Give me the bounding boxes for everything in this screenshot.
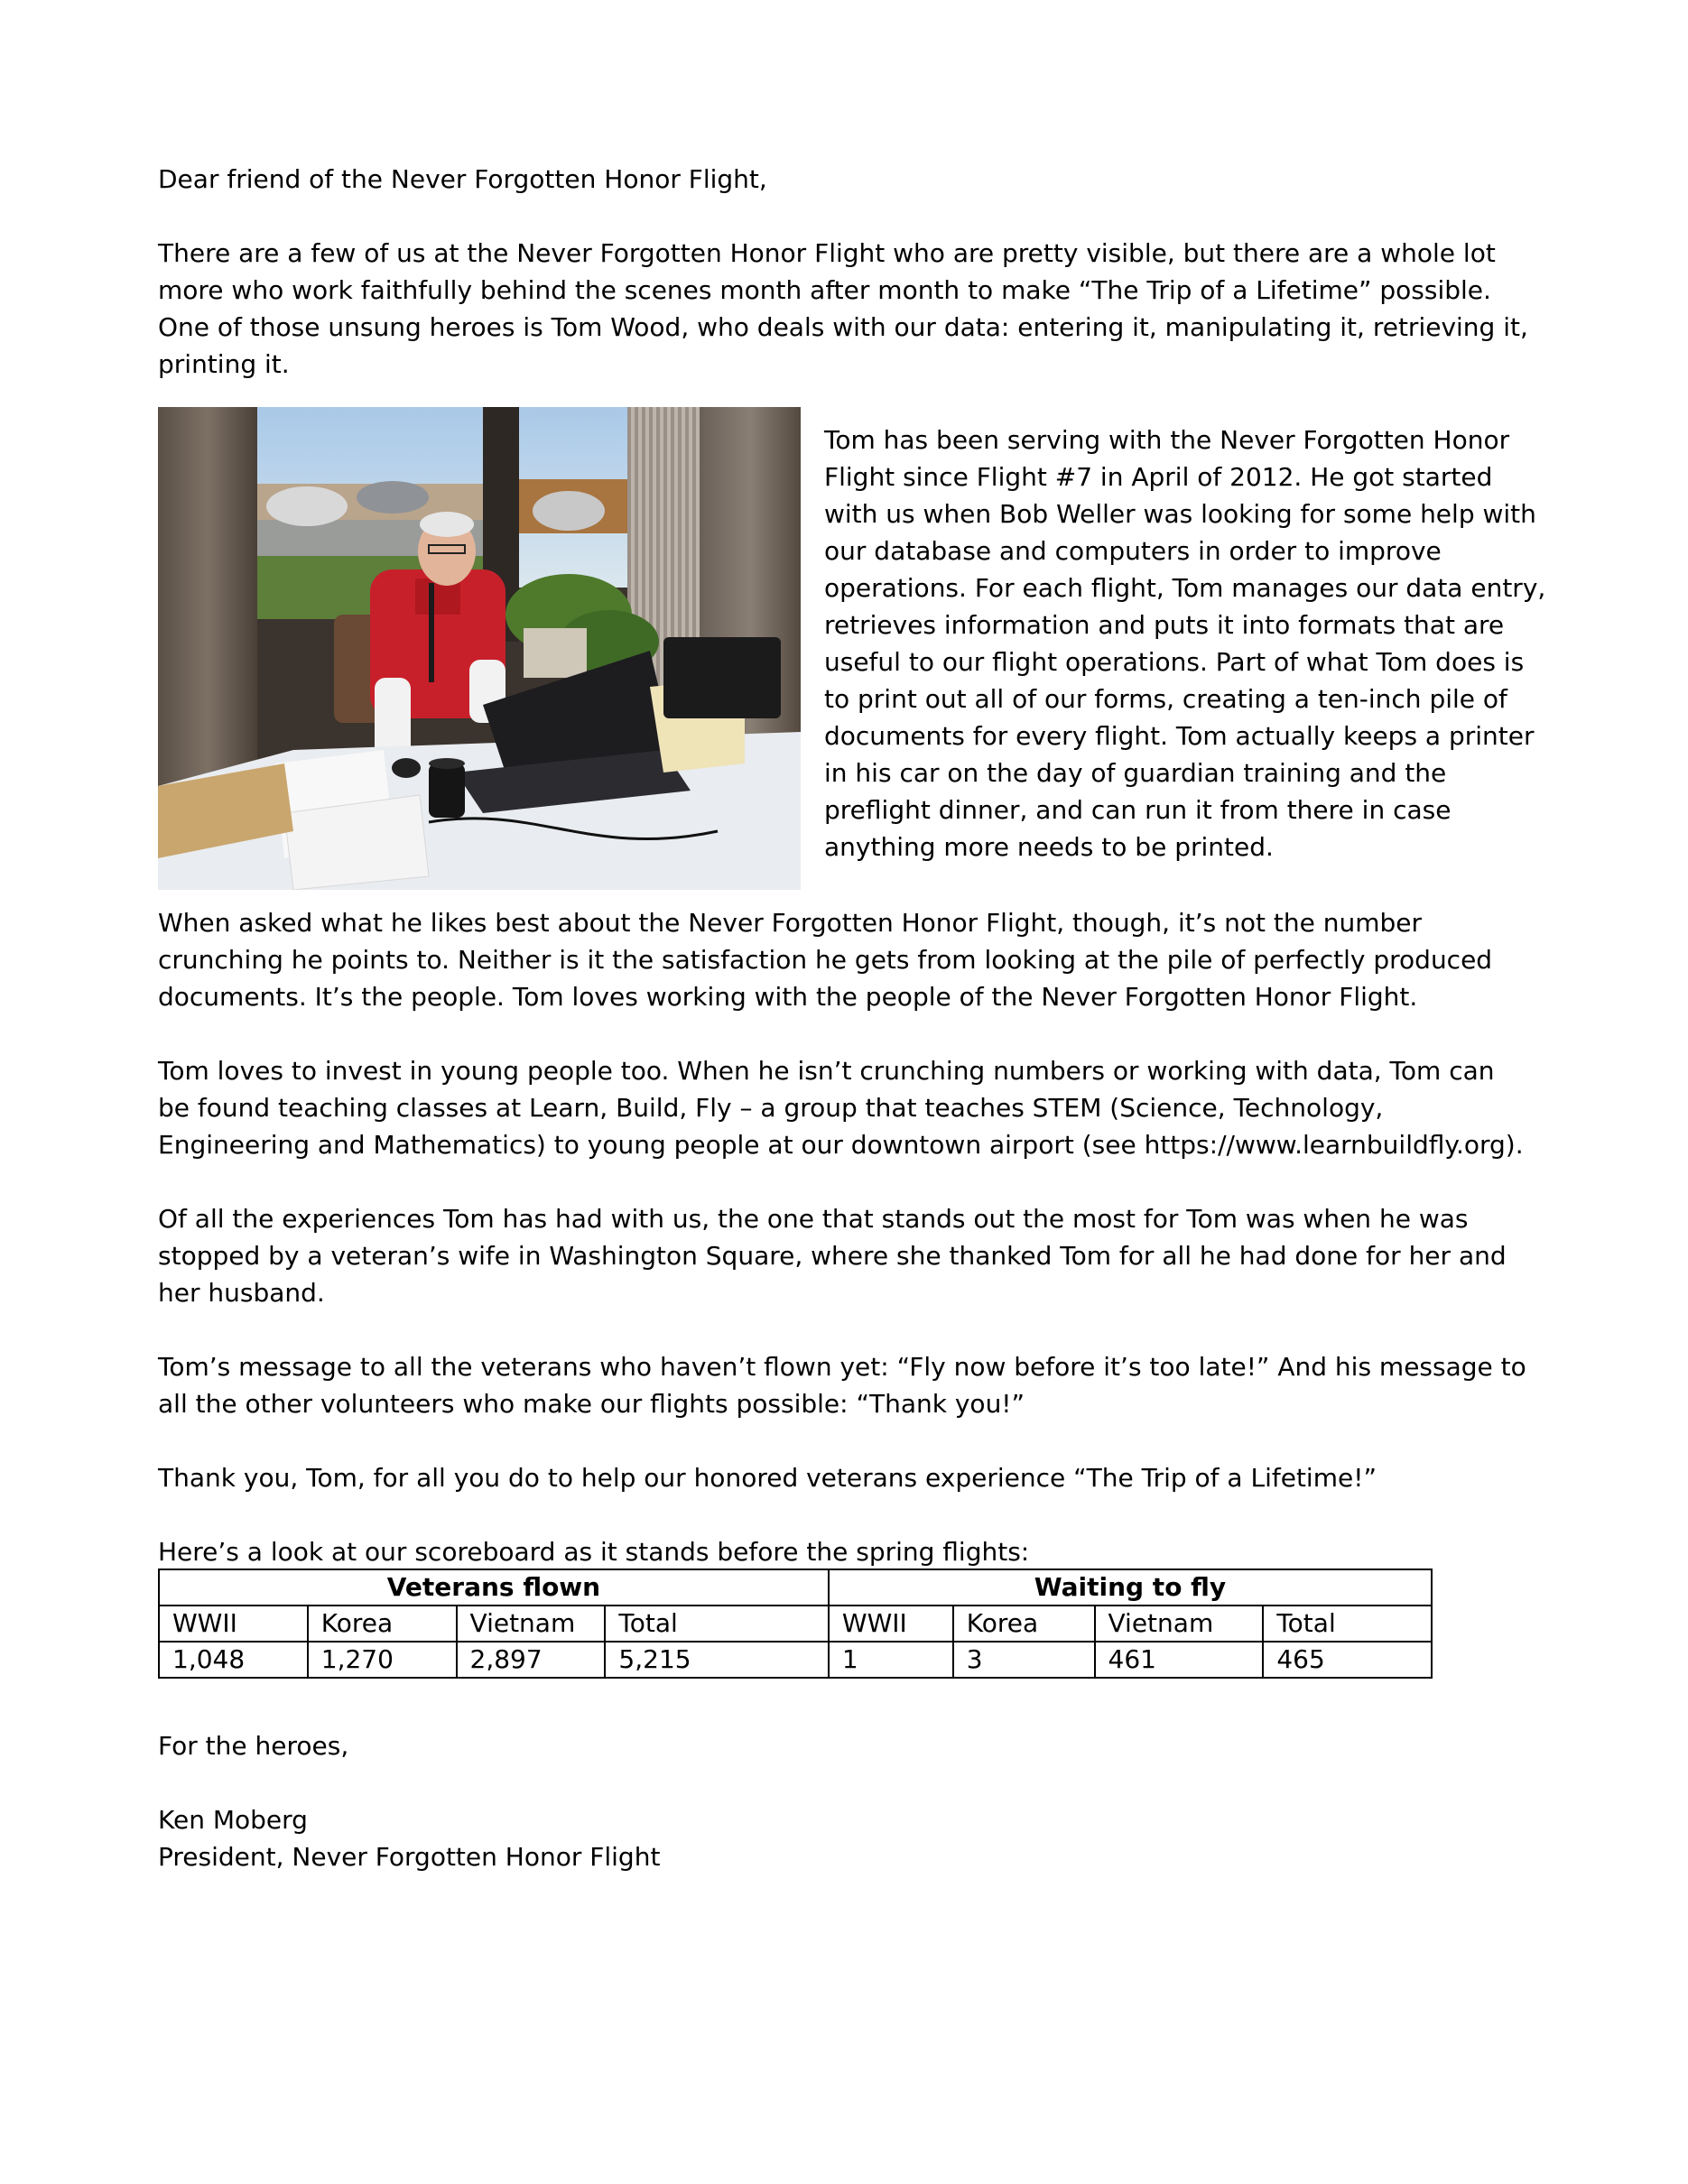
group-veterans-flown: Veterans flown	[159, 1569, 829, 1606]
intro-paragraph: There are a few of us at the Never Forgotten Honor Flight who are pretty visible, but there are a whole lot more who work faithfully behind the scenes month after month to make “The Trip of a Lifetime” possible. One of those unsung heroes is Tom Wood, who deals with our data: entering it, manipulating it, retrieving it, printing it.	[158, 238, 1528, 379]
column-header: Total	[605, 1606, 828, 1642]
column-header: Korea	[953, 1606, 1095, 1642]
tom-wood-photo	[158, 407, 801, 890]
scoreboard-value-row	[159, 1642, 1432, 1678]
table-cell: 465	[1263, 1642, 1432, 1678]
young-people-paragraph: Tom loves to invest in young people too. When he isn’t crunching numbers or working with data, Tom can be found teaching classes at Learn, Build, Fly – a group that teaches STEM (Science, Technology, Engineering and Mathematics) to young people at our downtown airport (see https://www.learnbuildfly.org).	[158, 1056, 1524, 1160]
photo-side-paragraph: Tom has been serving with the Never Forgotten Honor Flight since Flight #7 in April of 2012. He got started with us when Bob Weller was looking for some help with our database and computers in order to improve operations. For each flight, Tom manages our data entry, retrieves information and puts it into formats that are useful to our flight operations. Part of what Tom does is to print out all of our forms, creating a ten-inch pile of documents for every flight. Tom actually keeps a printer in his car on the day of guardian training and the preflight dinner, and can run it from there in case anything more needs to be printed.	[824, 425, 1546, 862]
column-header: Vietnam	[1095, 1606, 1264, 1642]
column-header: Vietnam	[457, 1606, 606, 1642]
table-cell: 461	[1095, 1642, 1264, 1678]
signature-title: President, Never Forgotten Honor Flight	[158, 1842, 661, 1872]
thanks-paragraph: Thank you, Tom, for all you do to help our honored veterans experience “The Trip of a Lifetime!”	[158, 1463, 1377, 1493]
group-waiting-to-fly: Waiting to fly	[829, 1569, 1432, 1606]
table-cell: 1,270	[308, 1642, 457, 1678]
table-cell: 1,048	[159, 1642, 308, 1678]
salutation: Dear friend of the Never Forgotten Honor Flight,	[158, 164, 767, 194]
table-cell: 5,215	[605, 1642, 828, 1678]
scoreboard-header-row	[159, 1606, 1432, 1642]
people-paragraph: When asked what he likes best about the Never Forgotten Honor Flight, though, it’s not the number crunching he points to. Neither is it the satisfaction he gets from looking at the pile of perfectly produced documents. It’s the people. Tom loves working with the people of the Never Forgotten Honor Flight.	[158, 908, 1493, 1012]
column-header: WWII	[829, 1606, 953, 1642]
scoreboard-table	[158, 1569, 1433, 1679]
column-header: Korea	[308, 1606, 457, 1642]
column-header: WWII	[159, 1606, 308, 1642]
message-paragraph: Tom’s message to all the veterans who haven’t flown yet: “Fly now before it’s too late!” And his message to all the other volunteers who make our flights possible: “Thank you!”	[158, 1352, 1526, 1419]
table-cell: 1	[829, 1642, 953, 1678]
scoreboard-group-row	[159, 1569, 1432, 1606]
scoreboard-intro: Here’s a look at our scoreboard as it stands before the spring flights:	[158, 1537, 1030, 1567]
closing-line: For the heroes,	[158, 1731, 349, 1761]
table-cell: 2,897	[457, 1642, 606, 1678]
signature-name: Ken Moberg	[158, 1805, 308, 1835]
table-cell: 3	[953, 1642, 1095, 1678]
column-header: Total	[1263, 1606, 1432, 1642]
experience-paragraph: Of all the experiences Tom has had with us, the one that stands out the most for Tom was when he was stopped by a veteran’s wife in Washington Square, where she thanked Tom for all he had done for her and her husband.	[158, 1204, 1507, 1308]
